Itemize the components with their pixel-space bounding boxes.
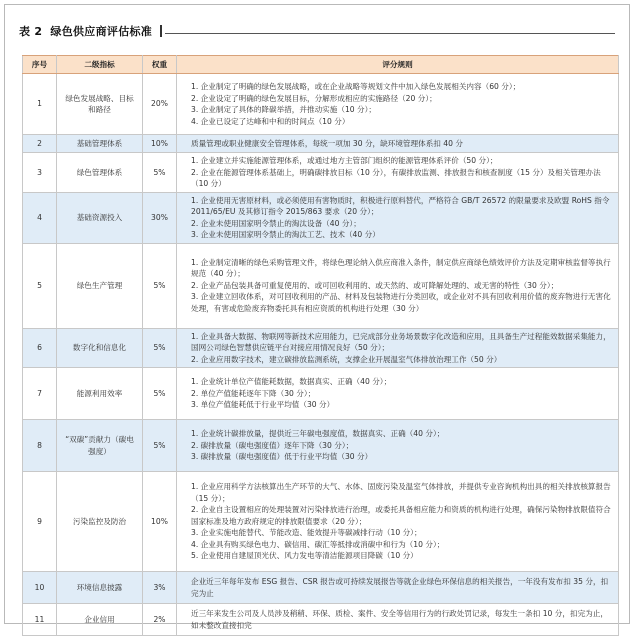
row-indicator-name: 能源利用效率 <box>57 368 143 420</box>
criteria-item: 质量管理或职业健康安全管理体系，每统一项加 30 分，缺环境管理体系扣 40 分 <box>191 138 463 148</box>
row-criteria <box>177 420 619 472</box>
criteria-item: 1. 企业具备大数据、物联网等新技术应用能力，已完成部分业务场景数字化改造和应用，且具备生产过程能效数据采集能力，国网公司绿色智慧供应链平台对接应用情况良好（50 分）； <box>191 331 611 352</box>
caption-marker <box>160 25 162 37</box>
criteria-item: 2. 单位产值能耗逐年下降（30 分）； <box>191 388 316 398</box>
table-row <box>23 243 619 328</box>
row-weight: 5% <box>143 328 177 368</box>
criteria-item: 5. 企业使用自建屋顶光伏、风力发电等清洁能源项目降碳（10 分） <box>191 551 418 561</box>
row-number: 3 <box>23 153 57 193</box>
criteria-item: 4. 企业已设定了达峰和中和的时间点（10 分） <box>191 116 350 126</box>
row-weight: 30% <box>143 192 177 243</box>
row-weight: 10% <box>143 135 177 153</box>
row-criteria <box>177 243 619 328</box>
table-header-row <box>23 56 619 74</box>
criteria-item: 2. 企业产品包装具备可重复使用的、或可回收利用的、或天然的、或可降解处理的、或无害的特性（30 分）； <box>191 280 559 290</box>
row-indicator-name: 污染监控及防治 <box>57 472 143 572</box>
row-number: 8 <box>23 420 57 472</box>
table-row <box>23 153 619 193</box>
row-indicator-name: 绿色发展战略、目标和路径 <box>57 74 143 135</box>
row-criteria <box>177 572 619 604</box>
table-row <box>23 420 619 472</box>
criteria-item: 3. 单位产值能耗低于行业平均值（30 分） <box>191 400 335 410</box>
table-row <box>23 368 619 420</box>
row-weight: 5% <box>143 153 177 193</box>
row-indicator-name: 企业信用 <box>57 604 143 636</box>
criteria-item: 1. 企业建立并实施能源管理体系，或通过地方主管部门组织的能源管理体系评价（50 分）； <box>191 156 498 165</box>
header-cell-weight: 权重 <box>143 56 177 74</box>
criteria-item: 近三年来发生公司及人员涉及稍稍、环保、质检、案件、安全等信用行为的行政处罚记录，每发生一条扣 10 分，扣完为止，如未整改直接扣完 <box>191 609 608 630</box>
criteria-item: 1. 企业统计单位产值能耗数据，数据真实、正确（40 分）； <box>191 377 392 387</box>
row-indicator-name: 绿色管理体系 <box>57 153 143 193</box>
criteria-item: 2. 企业在能源管理体系基础上，明确碳排放目标（10 分），有碳排放监测、排放报告和核查制度（15 分）及相关管理办法（10 分） <box>191 167 601 188</box>
criteria-item: 企业近三年每年发布 ESG 报告、CSR 报告或可持续发展报告等就企业绿色环保信息的相关报告，一年没有发布扣 35 分，扣完为止 <box>191 577 609 598</box>
row-indicator-name: 基础资源投入 <box>57 192 143 243</box>
table-row <box>23 472 619 572</box>
row-criteria <box>177 153 619 193</box>
document-page <box>4 4 630 630</box>
row-number: 9 <box>23 472 57 572</box>
criteria-item: 1. 企业制定清晰的绿色采购管理文件，将绿色理论纳入供应商准入条件，制定供应商绿色绩效评价方法及定期审核监督等执行规范（40 分）； <box>191 257 611 279</box>
row-weight: 10% <box>143 472 177 572</box>
criteria-item: 3. 企业制定了具体的降碳举措，并推动实施（10 分）； <box>191 105 376 114</box>
criteria-item: 2. 企业应用数字技术，建立碳排放监测系统，支撑企业开展温室气体排放治理工作（50 分） <box>191 354 502 364</box>
row-indicator-name: 环境信息披露 <box>57 572 143 604</box>
criteria-item: 3. 企业未使用国家明令禁止的淘汰工艺、技术（40 分） <box>191 230 380 239</box>
row-number: 1 <box>23 74 57 135</box>
supplier-evaluation-table <box>22 55 619 636</box>
table-row <box>23 328 619 368</box>
criteria-item: 2. 企业自主设置相应的处理装置对污染排放进行治理，或委托具备相应能力和资质的机构进行处理，确保污染物排放限值符合国家标准及地方政府规定的排放限值要求（20 分）； <box>191 505 611 526</box>
row-indicator-name: 绿色生产管理 <box>57 243 143 328</box>
row-criteria <box>177 192 619 243</box>
criteria-item: 3. 碳排放量（碳电强度值）低于行业平均值（30 分） <box>191 452 373 462</box>
row-criteria <box>177 368 619 420</box>
table-row <box>23 135 619 153</box>
row-indicator-name: 数字化和信息化 <box>57 328 143 368</box>
header-cell-rules: 评分规则 <box>177 56 619 74</box>
table-row <box>23 192 619 243</box>
row-criteria <box>177 135 619 153</box>
row-number: 5 <box>23 243 57 328</box>
table-body <box>23 74 619 636</box>
row-weight: 2% <box>143 604 177 636</box>
row-weight: 5% <box>143 420 177 472</box>
row-number: 7 <box>23 368 57 420</box>
criteria-item: 1. 企业制定了明确的绿色发展战略，或在企业战略等规划文件中加入绿色发展相关内容（60 分）； <box>191 82 521 91</box>
row-criteria <box>177 328 619 368</box>
header-cell-indicator: 二级指标 <box>57 56 143 74</box>
row-criteria <box>177 472 619 572</box>
table-container <box>22 55 618 636</box>
table-row <box>23 572 619 604</box>
row-indicator-name: “双碳”贡献力（碳电强度） <box>57 420 143 472</box>
row-number: 4 <box>23 192 57 243</box>
row-number: 11 <box>23 604 57 636</box>
row-weight: 3% <box>143 572 177 604</box>
row-weight: 5% <box>143 368 177 420</box>
criteria-item: 1. 企业使用无害原材料，或必须使用有害物质时，积极进行原料替代，严格符合 GB/T 26572 的限量要求及欧盟 RoHS 指令 2011/65/EU 及其修订指令 2015/863 要求（20 分）； <box>191 195 610 216</box>
header-cell-no: 序号 <box>23 56 57 74</box>
row-number: 6 <box>23 328 57 368</box>
criteria-item: 2. 企业未使用国家明令禁止的淘汰设备（40 分）； <box>191 218 361 228</box>
criteria-item: 3. 企业实施电能替代、节能改造、能效提升等碳减排行动（10 分）； <box>191 528 422 538</box>
criteria-item: 4. 企业具有购买绿色电力、碳信用、碳汇等抵排或消碳中和行为（10 分）； <box>191 539 445 549</box>
row-criteria <box>177 74 619 135</box>
criteria-item: 3. 企业建立回收体系，对可回收利用的产品、材料及包装物进行分类回收，或企业对不具有回收利用价值的废弃物进行无害化处理，有害或危险废弃物委托具有相应资质的机构进行处理（30 分） <box>191 292 611 313</box>
table-caption-number: 表 2 <box>19 25 43 38</box>
row-weight: 20% <box>143 74 177 135</box>
table-row <box>23 74 619 135</box>
criteria-item: 1. 企业统计碳排放量，提供近三年碳电强度值，数据真实、正确（40 分）； <box>191 429 445 439</box>
row-number: 10 <box>23 572 57 604</box>
caption-rule-line <box>165 33 615 34</box>
row-weight: 5% <box>143 243 177 328</box>
criteria-item: 2. 企业设定了明确的绿色发展目标，分解形成相应的实施路径（20 分）； <box>191 93 437 103</box>
table-caption <box>19 22 162 40</box>
row-number: 2 <box>23 135 57 153</box>
criteria-item: 1. 企业应用科学方法核算出生产环节的大气、水体、固废污染及温室气体排放，并提供专业咨询机构出具的相关排放核算报告（15 分）； <box>191 482 611 503</box>
criteria-item: 2. 碳排放量（碳电强度值）逐年下降（30 分）； <box>191 440 354 450</box>
table-caption-title: 绿色供应商评估标准 <box>50 25 153 38</box>
row-indicator-name: 基础管理体系 <box>57 135 143 153</box>
